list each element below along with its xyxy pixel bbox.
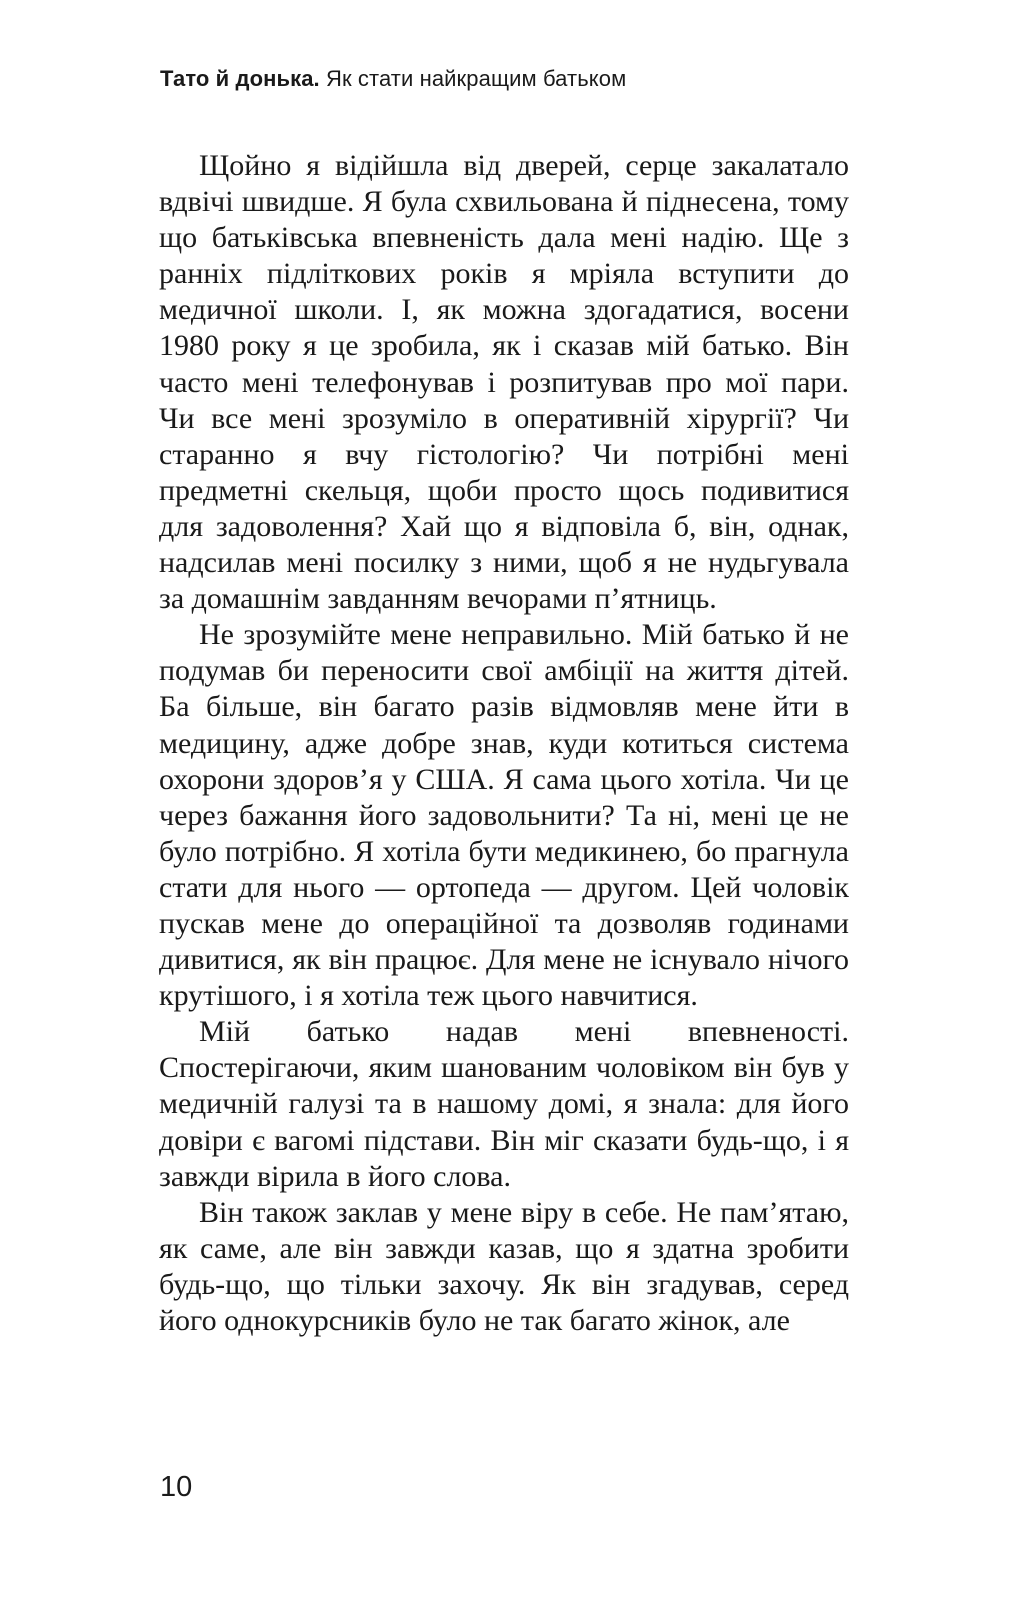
running-head (160, 66, 626, 92)
paragraph: Щойно я відійшла від дверей, серце закалатало вдвічі швидше. Я була схвильована й піднесена, тому що батьківська впевненість дала мені надію. Ще з ранніх підліткових років я мріяла вступити до медичної школи. І, як можна здогадатися, восени 1980 року я це зробила, як і сказав мій батько. Він часто мені телефонував і розпитував про мої пари. Чи все мені зрозуміло в оперативній хірургії? Чи старанно я вчу гістологію? Чи потрібні мені предметні скельця, щоби просто щось подивитися для задоволення? Хай що я відповіла б, він, однак, надсилав мені посилку з ними, щоб я не нудьгувала за домашнім завданням вечорами п’ятниць. (159, 149, 849, 616)
paragraph: Не зрозумійте мене неправильно. Мій батько й не подумав би переносити свої амбіції на життя дітей. Ба більше, він багато разів відмовляв мене йти в медицину, адже добре знав, куди котиться система охорони здоров’я у США. Я сама цього хотіла. Чи це через бажання його задовольнити? Та ні, мені це не було потрібно. Я хотіла бути медикинею, бо прагнула стати для нього — ортопеда — другом. Цей чоловік пускав мене до операційної та дозволяв годинами дивитися, як він працює. Для мене не існувало нічого крутішого, і я хотіла теж цього навчитися. (159, 618, 849, 1013)
body-text (159, 148, 849, 1339)
running-head-title: Тато й донька. (160, 66, 320, 91)
paragraph: Він також заклав у мене віру в себе. Не пам’ятаю, як саме, але він завжди казав, що я здатна зробити будь-що, що тільки захочу. Як він згадував, серед його однокурсників було не так багато жінок, але (159, 1195, 849, 1337)
paragraph: Мій батько надав мені впевненості. Спостерігаючи, яким шанованим чоловіком він був у медичній галузі та в нашому домі, я знала: для його довіри є вагомі підстави. Він міг сказати будь-що, і я завжди вірила в його слова. (159, 1015, 849, 1193)
running-head-subtitle: Як стати найкращим батьком (326, 66, 627, 91)
page-number: 10 (160, 1471, 193, 1503)
